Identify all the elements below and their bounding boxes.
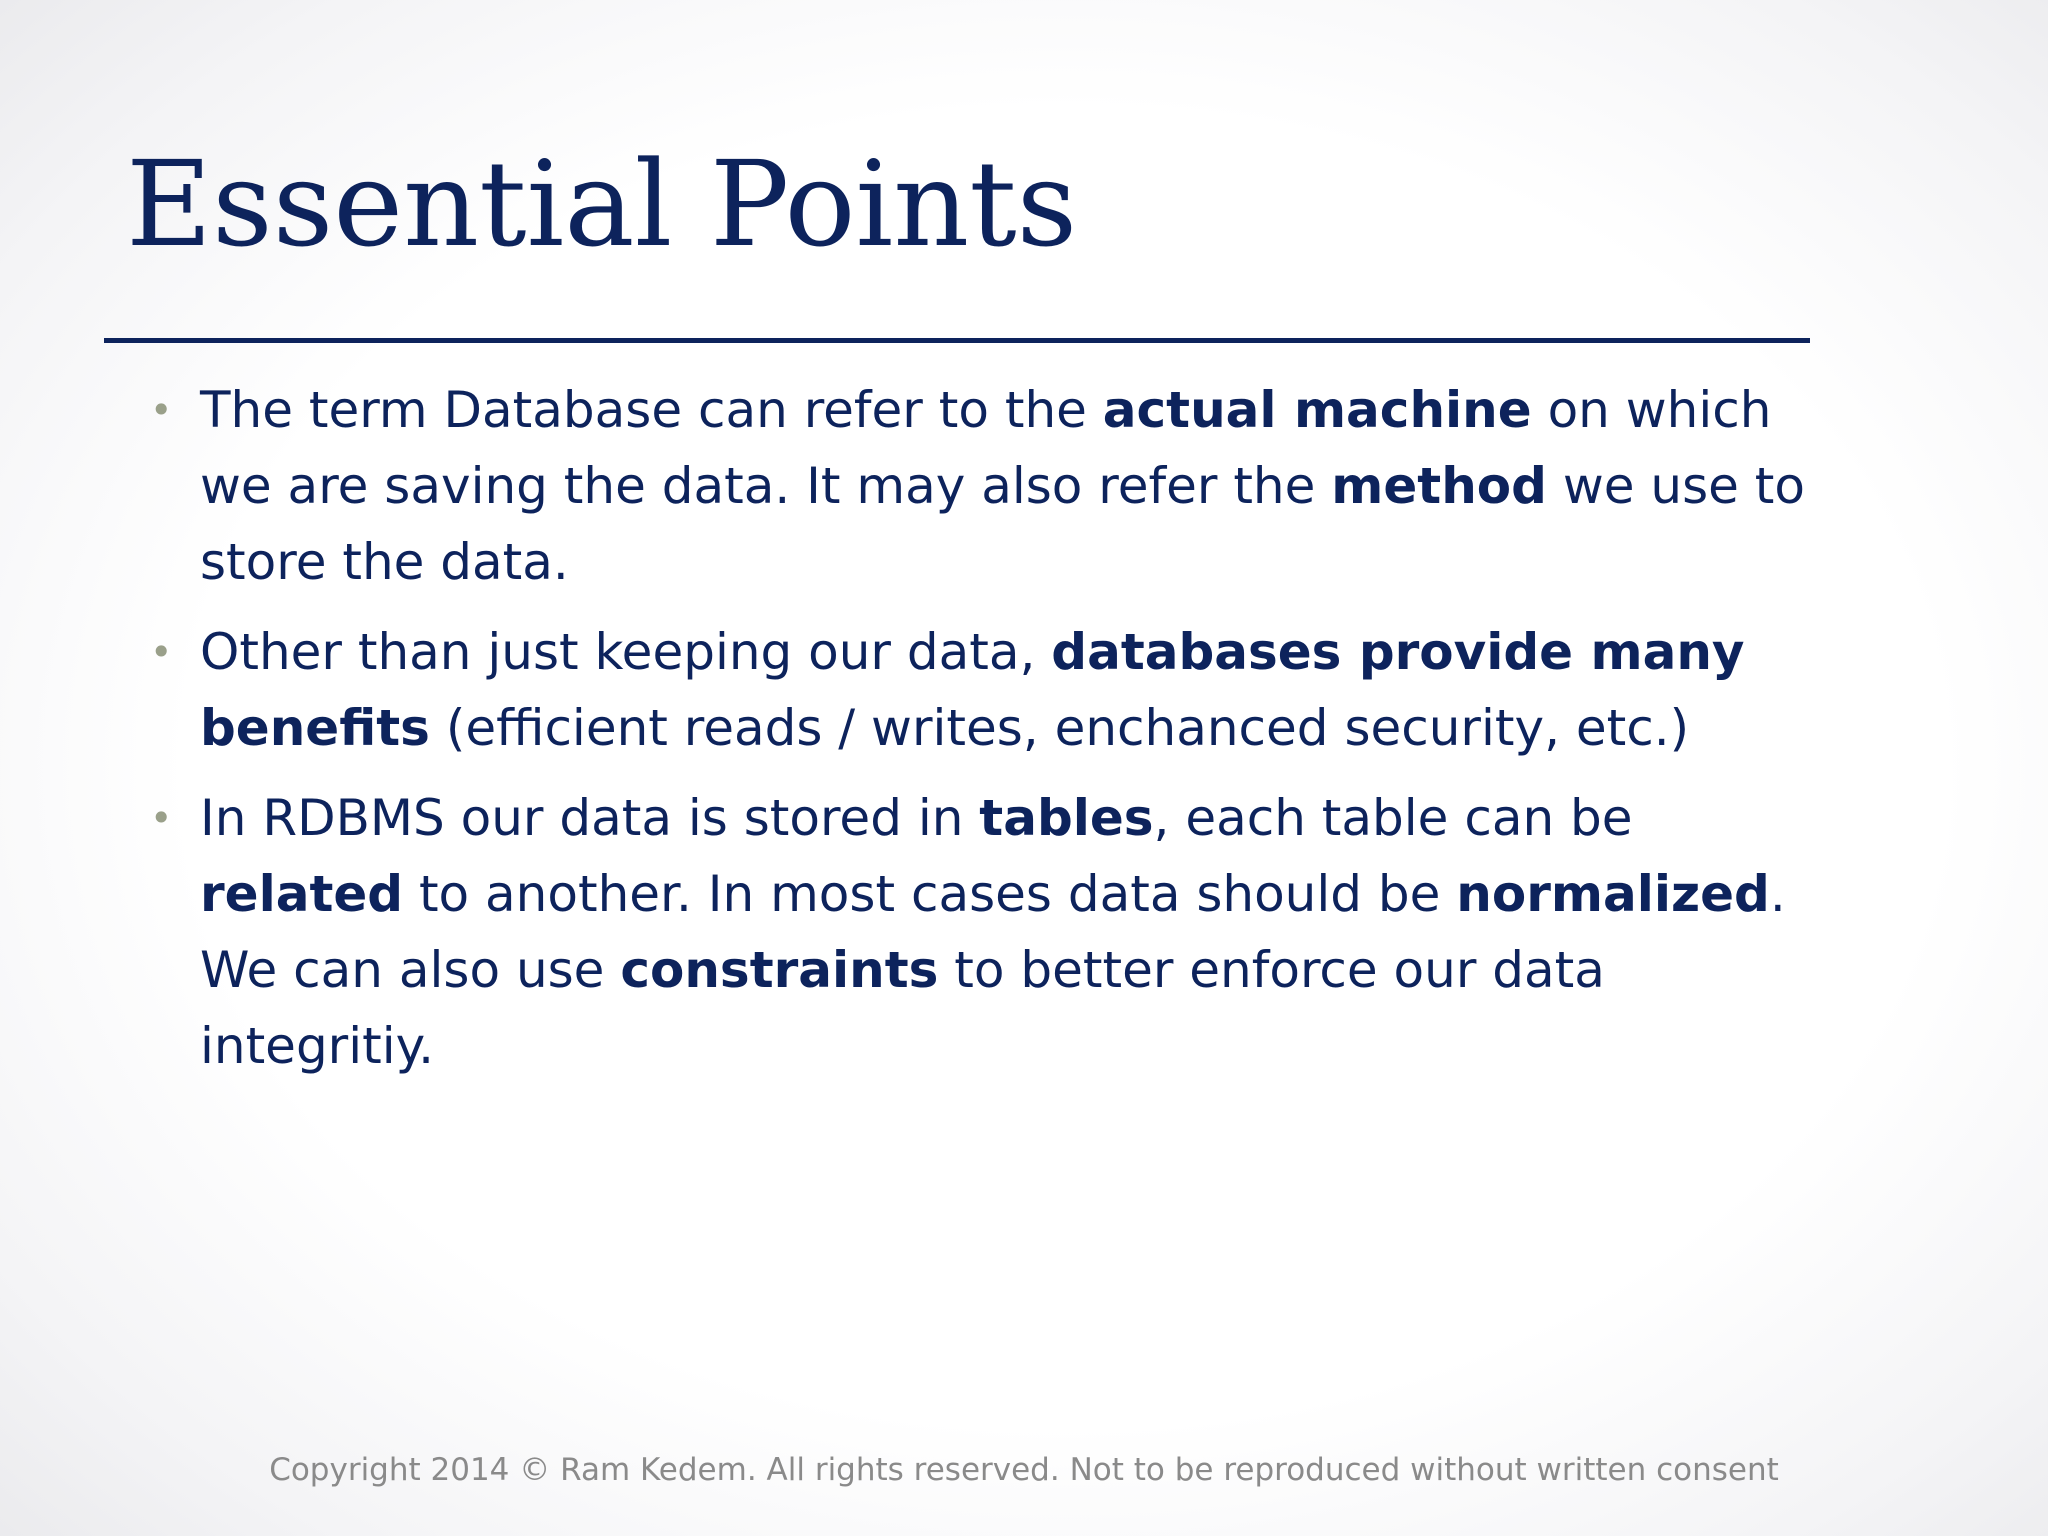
bullet-segment: we use to store the data. — [200, 457, 1805, 591]
bullet-segment: . We can also use — [200, 865, 1786, 999]
bullet-dot-icon: • — [150, 630, 173, 674]
title-divider — [104, 338, 1810, 343]
copyright-footer: Copyright 2014 © Ram Kedem. All rights reserved. Not to be reproduced without written consent — [269, 1452, 1779, 1488]
bullet-segment: to better enforce our data integritiy. — [200, 941, 1605, 1075]
bullet-bold-segment: related — [200, 865, 404, 923]
bullet-segment: on which we are saving the data. It may also refer the — [200, 381, 1772, 515]
bullet-list — [148, 372, 1808, 1098]
bullet-text — [200, 614, 1808, 766]
bullet-segment: , each table can be — [1153, 789, 1633, 847]
bullet-bold-segment: tables — [979, 789, 1154, 847]
bullet-bold-segment: databases provide many benefits — [200, 623, 1745, 757]
slide-title: Essential Points — [126, 135, 1078, 273]
bullet-segment: Other than just keeping our data, — [200, 623, 1052, 681]
bullet-item — [148, 614, 1808, 766]
bullet-segment: (efficient reads / writes, enchanced security, etc.) — [429, 699, 1690, 757]
bullet-bold-segment: method — [1331, 457, 1547, 515]
bullet-item — [148, 780, 1808, 1084]
bullet-segment: In RDBMS our data is stored in — [200, 789, 980, 847]
bullet-text — [200, 372, 1808, 600]
bullet-item — [148, 372, 1808, 600]
bullet-bold-segment: normalized — [1456, 865, 1770, 923]
bullet-segment: to another. In most cases data should be — [403, 865, 1457, 923]
bullet-bold-segment: actual machine — [1102, 381, 1532, 439]
bullet-dot-icon: • — [150, 388, 173, 432]
bullet-segment: The term Database can refer to the — [200, 381, 1103, 439]
bullet-bold-segment: constraints — [620, 941, 939, 999]
bullet-text — [200, 780, 1808, 1084]
bullet-dot-icon: • — [150, 796, 173, 840]
